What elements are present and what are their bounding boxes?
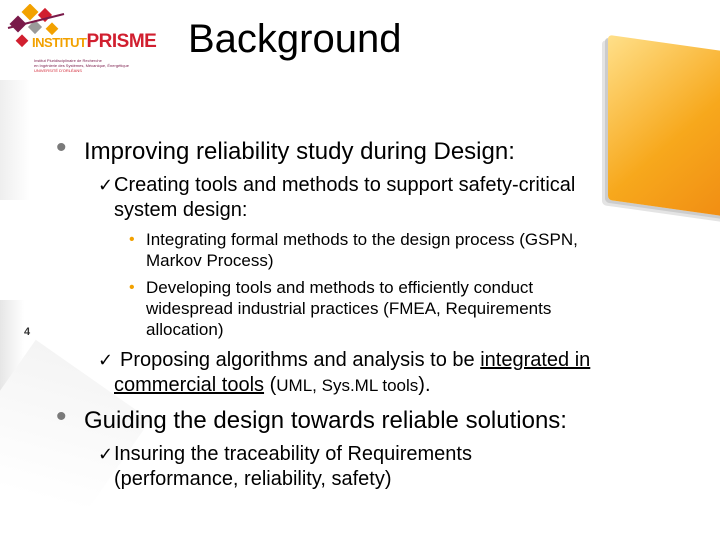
bullet-dot-icon: • bbox=[129, 231, 135, 248]
check-mark-icon: ✓ bbox=[98, 175, 114, 195]
text-fragment: ( bbox=[264, 374, 277, 396]
sub-bullet-line: system design: bbox=[114, 199, 248, 221]
sub-bullet-text-line2 bbox=[114, 373, 698, 398]
sub-bullet-creating-tools bbox=[98, 173, 698, 223]
sub-bullet-line: Insuring the traceability of Requirements bbox=[114, 443, 472, 465]
underlined-text: commercial tools bbox=[114, 374, 265, 396]
logo-subtitle-line: Institut Pluridisciplinaire de Recherche bbox=[34, 58, 102, 63]
sub-sub-bullet-line: widespread industrial practices (FMEA, Requirements bbox=[146, 299, 552, 318]
check-mark-icon: ✓ bbox=[98, 444, 114, 464]
logo-wordmark bbox=[32, 31, 156, 53]
sub-sub-bullet-integrating bbox=[129, 229, 689, 271]
sub-bullet-text bbox=[114, 173, 698, 223]
sub-sub-bullet-line: Developing tools and methods to efficiently conduct bbox=[146, 278, 534, 297]
bullet-text: Guiding the design towards reliable solutions: bbox=[84, 407, 567, 434]
sub-sub-bullet-line: Integrating formal methods to the design process (GSPN, bbox=[146, 230, 578, 249]
text-fragment: Proposing algorithms and analysis to be bbox=[120, 349, 481, 371]
bullet-dot-icon: • bbox=[56, 131, 67, 164]
sub-sub-bullet-text bbox=[146, 229, 689, 271]
logo-word-institut: INSTITUT bbox=[32, 35, 87, 50]
sub-sub-bullet-line: Markov Process) bbox=[146, 251, 274, 270]
sub-bullet-insuring-traceability bbox=[98, 442, 698, 492]
sub-sub-bullet-developing bbox=[129, 277, 689, 340]
bullet-dot-icon: • bbox=[56, 400, 67, 433]
logo-subtitle-university: UNIVERSITÉ D'ORLÉANS bbox=[34, 68, 82, 73]
bullet-dot-icon: • bbox=[129, 279, 135, 296]
sub-sub-bullet-text bbox=[146, 277, 689, 340]
slide-title: Background bbox=[188, 17, 402, 61]
text-fragment-small: UML, Sys.ML tools bbox=[276, 376, 419, 395]
sub-bullet-text bbox=[120, 348, 698, 373]
logo-word-prisme: PRISME bbox=[86, 31, 157, 52]
sub-bullet-text bbox=[114, 442, 698, 492]
page-number: 4 bbox=[24, 326, 31, 338]
sub-bullet-proposing-algorithms bbox=[98, 348, 698, 398]
bullet-improving-reliability bbox=[56, 131, 706, 166]
institut-prisme-logo bbox=[4, 2, 176, 82]
text-fragment: ). bbox=[418, 374, 431, 396]
underlined-text: integrated in bbox=[480, 349, 591, 371]
bullet-guiding-design bbox=[56, 400, 706, 435]
bullet-text: Improving reliability study during Design: bbox=[84, 138, 515, 165]
check-mark-icon: ✓ bbox=[98, 350, 114, 370]
logo-subtitle bbox=[34, 58, 174, 73]
sub-bullet-line: (performance, reliability, safety) bbox=[114, 468, 392, 490]
sub-sub-bullet-line: allocation) bbox=[146, 320, 224, 339]
background-decoration-left bbox=[0, 80, 30, 200]
logo-subtitle-line: en Ingénierie des Systèmes, Mécanique, Énergétique bbox=[34, 63, 129, 68]
sub-bullet-line: Creating tools and methods to support safety-critical bbox=[114, 174, 576, 196]
